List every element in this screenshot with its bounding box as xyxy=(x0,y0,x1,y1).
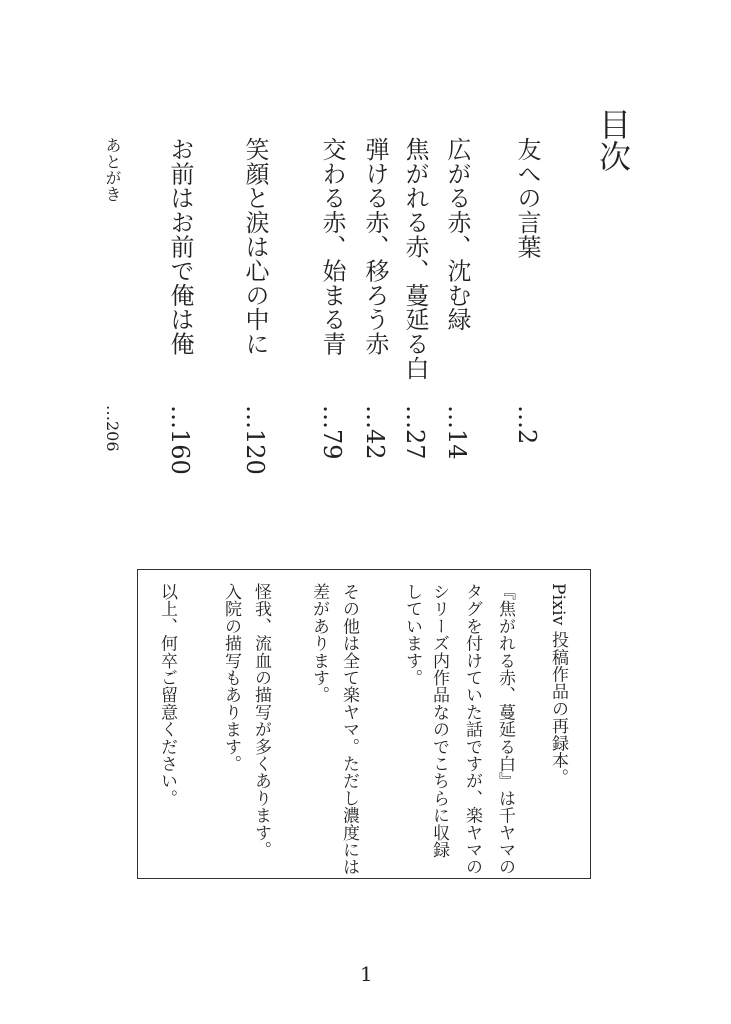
toc-entry-page: …27 xyxy=(401,405,429,460)
notice-line: タグを付けていた話ですが、楽ヤマの xyxy=(462,583,482,876)
toc-entry-page: …206 xyxy=(103,405,122,452)
notice-line: 以上、何卒ご留意ください。 xyxy=(157,583,177,807)
notice-box xyxy=(137,569,591,879)
toc-entry-page: …14 xyxy=(443,405,471,460)
toc-entry-title: 友への言葉 xyxy=(513,137,541,259)
toc-entry-title: 弾ける赤、移ろう赤 xyxy=(361,137,389,356)
toc-entry-page: …160 xyxy=(166,405,194,475)
notice-line: 入院の描写もあります。 xyxy=(221,583,241,773)
page-number: 1 xyxy=(360,962,373,986)
toc-entry-title: 笑顔と涙は心の中に xyxy=(241,137,269,356)
toc-entry-page: …2 xyxy=(513,405,541,445)
toc-entry-title: お前はお前で俺は俺 xyxy=(166,137,194,356)
toc-title: 目次 xyxy=(594,108,632,172)
toc-entry-title: 焦がれる赤、蔓延る白 xyxy=(401,137,429,380)
notice-line: 『焦がれる赤、蔓延る白』は千ヤマの xyxy=(495,583,515,876)
toc-entry-page: …120 xyxy=(241,405,269,475)
notice-line: 怪我、流血の描写が多くあります。 xyxy=(251,583,271,859)
toc-entry-title: 広がる赤、沈む緑 xyxy=(443,137,471,332)
notice-line: その他は全て楽ヤマ。ただし濃度には xyxy=(339,583,359,876)
toc-entry-title: 交わる赤、始まる青 xyxy=(318,137,346,356)
notice-line: しています。 xyxy=(402,583,422,687)
notice-line: 差があります。 xyxy=(309,583,329,704)
toc-entry-page: …79 xyxy=(318,405,346,460)
toc-entry-title: あとがき xyxy=(103,137,122,203)
toc-entry-page: …42 xyxy=(361,405,389,460)
notice-line: シリーズ内作品なのでこちらに収録 xyxy=(429,583,449,859)
notice-line: Pixiv 投稿作品の再録本。 xyxy=(548,583,568,786)
